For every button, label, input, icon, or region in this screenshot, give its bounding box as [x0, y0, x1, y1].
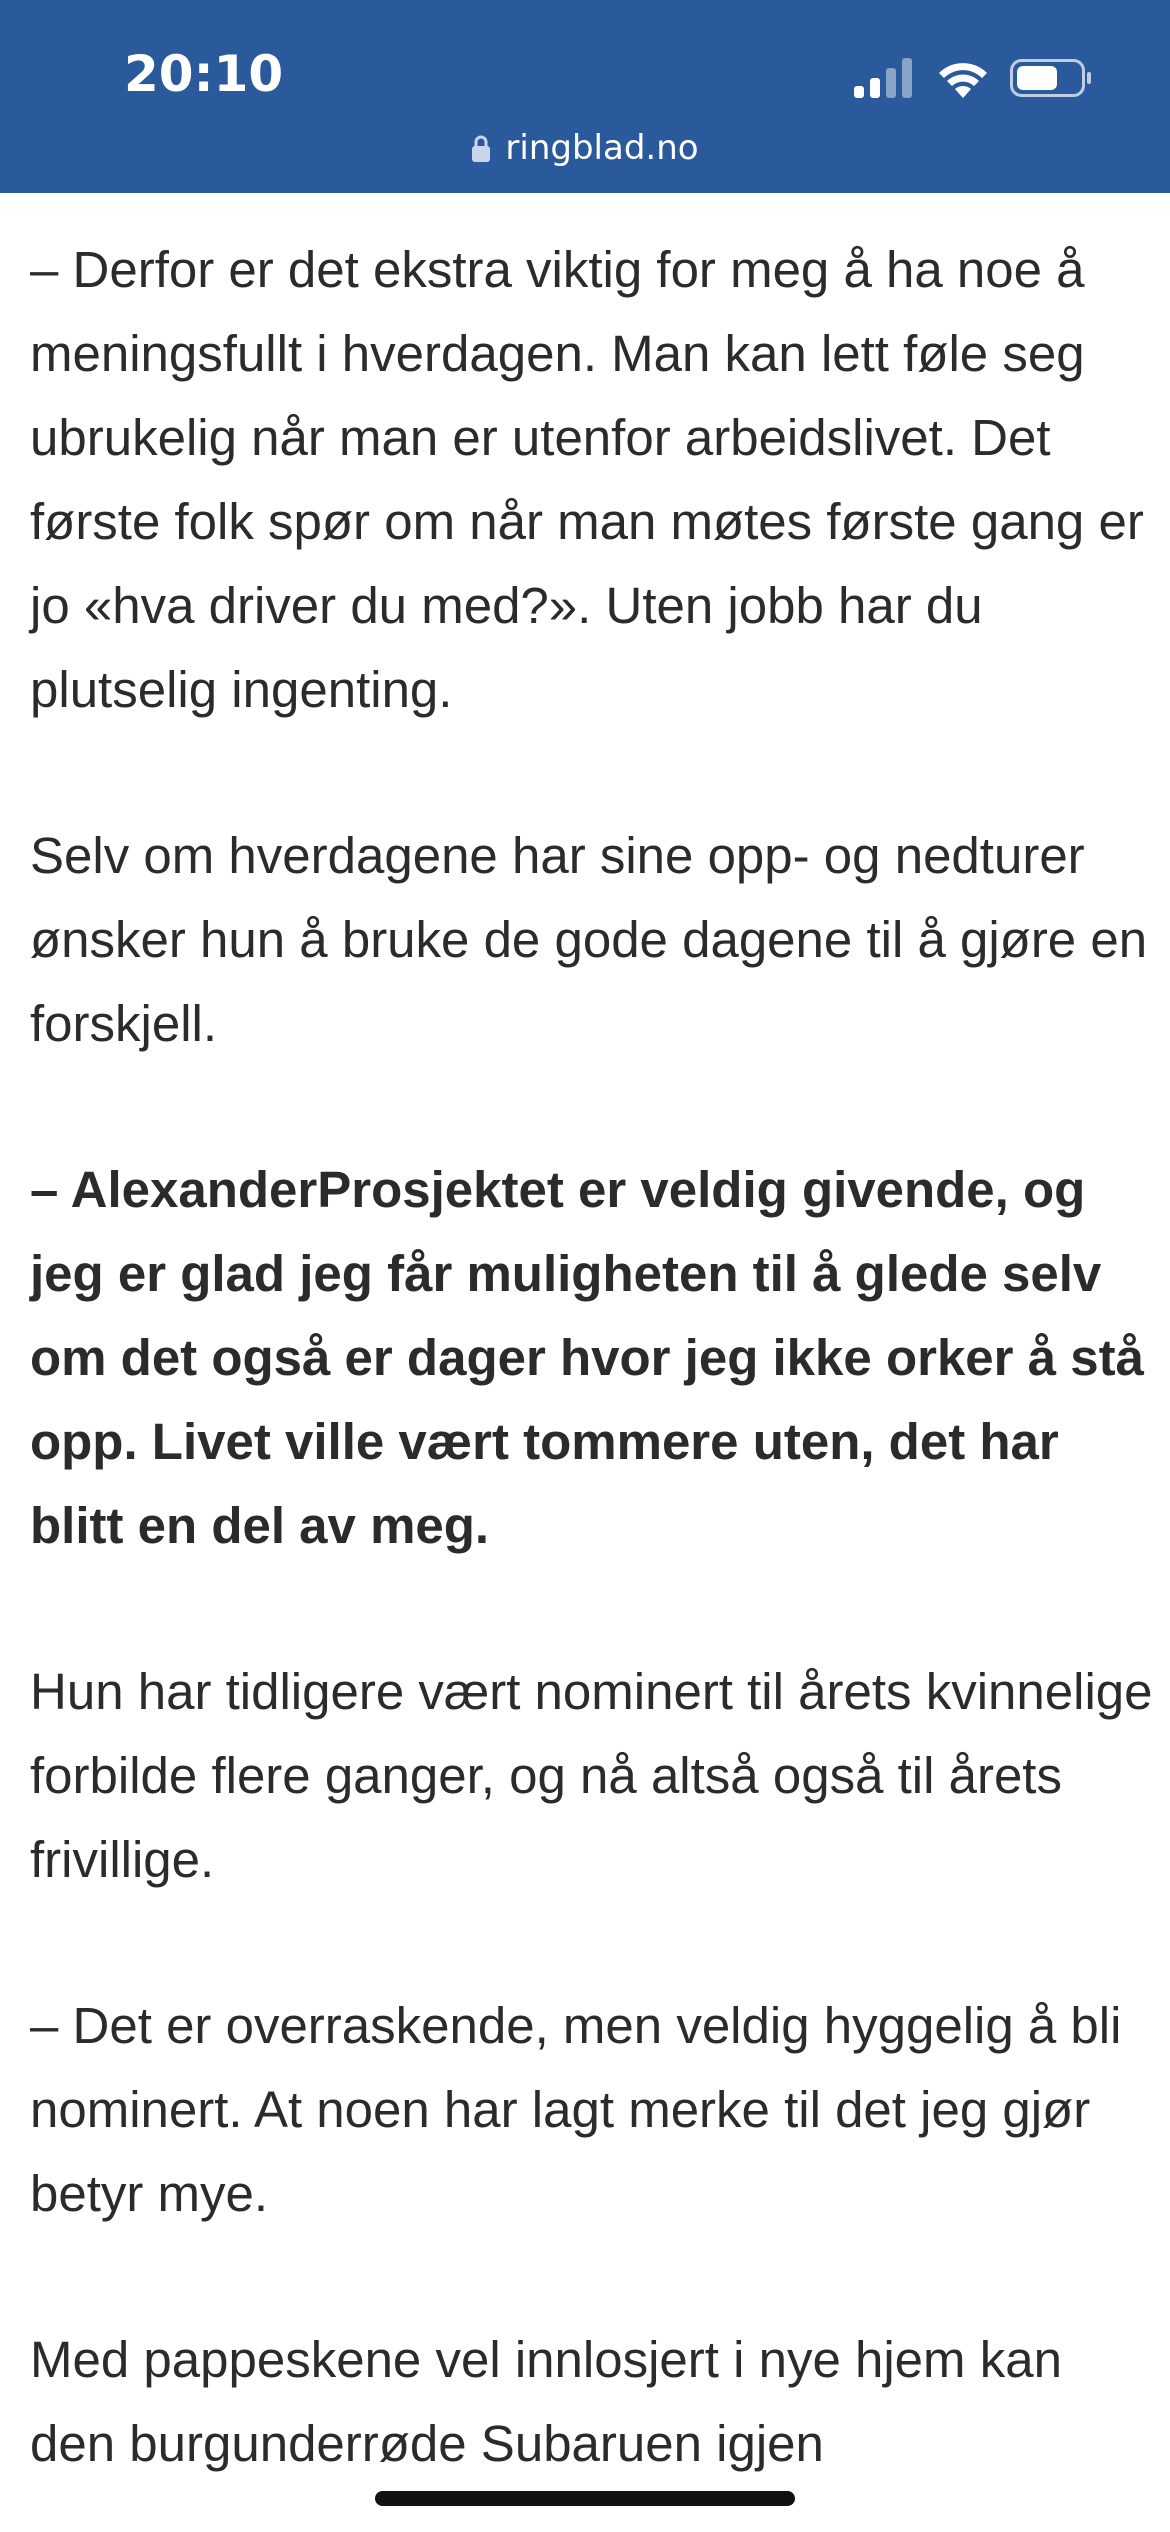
cellular-signal-icon [854, 58, 914, 98]
address-bar[interactable] [0, 124, 1170, 172]
article-body [30, 228, 1155, 2532]
article-paragraph: Hun har tidligere vært nominert til årets kvinnelige forbilde flere ganger, og nå altså også til årets frivillige. [30, 1663, 1153, 1888]
article-paragraph: Selv om hverdagene har sine opp- og nedturer ønsker hun å bruke de gode dagene til å gjøre en forskjell. [30, 827, 1148, 1052]
article-paragraph: Med pappeskene vel innlosjert i nye hjem kan den burgunderrøde Subaruen igjen [30, 2331, 1062, 2472]
article-paragraph: – Derfor er det ekstra viktig for meg å ha noe å meningsfullt i hverdagen. Man kan lett føle seg ubrukelig når man er utenfor arbeidslivet. Det første folk spør om når man møtes første gang er jo «hva driver du med?». Uten jobb har du plutselig ingenting. [30, 241, 1144, 718]
browser-top-bar [0, 0, 1170, 193]
status-time: 20:10 [124, 45, 284, 103]
wifi-icon [936, 58, 990, 98]
article-quote-bold: – AlexanderProsjektet er veldig givende, og jeg er glad jeg får muligheten til å glede selv om det også er dager hvor jeg ikke orker å stå opp. Livet ville vært tommere uten, det har blitt en del av meg. [30, 1161, 1144, 1554]
address-domain: ringblad.no [505, 128, 699, 168]
status-icons [854, 54, 1092, 102]
article-paragraph: – Det er overraskende, men veldig hyggelig å bli nominert. At noen har lagt merke til det jeg gjør betyr mye. [30, 1997, 1122, 2222]
home-indicator[interactable] [375, 2491, 795, 2506]
lock-icon [471, 133, 491, 163]
battery-icon [1010, 58, 1092, 98]
